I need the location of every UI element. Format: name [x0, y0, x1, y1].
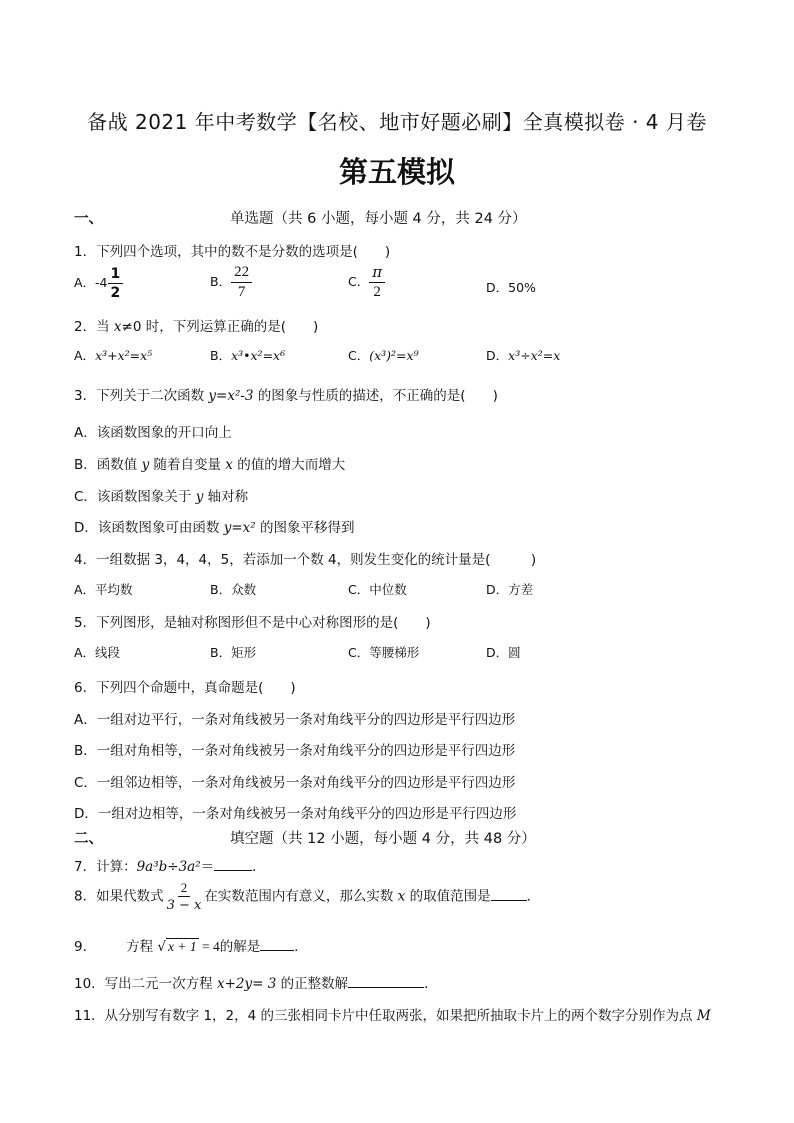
question-1-option-a — [74, 267, 123, 300]
question-3-option-a: A．该函数图象的开口向上 — [74, 425, 232, 441]
exam-subtitle: 第五模拟 — [338, 155, 455, 189]
fraction: $\frac{\pi}{2}$ — [369, 265, 385, 300]
option-c-label: C． — [348, 274, 370, 289]
question-3-option-b: B．函数值 y 随着自变量 x 的值的增大而增大 — [74, 457, 346, 473]
question-2-stem: 2．当 x≠0 时，下列运算正确的是( ) — [74, 319, 319, 335]
question-3-option-d: D．该函数图象可由函数 y=x² 的图象平移得到 — [74, 520, 355, 536]
section-1-number: 一、 — [74, 211, 103, 227]
answer-blank[interactable] — [491, 900, 527, 901]
answer-blank[interactable] — [214, 870, 252, 871]
question-8: 8．如果代数式 $\frac{2}{3 - x}$ 在实数范围内有意义，那么实数 x 的取值范围是 ． — [74, 880, 541, 913]
question-1-option-c — [348, 265, 385, 300]
option-b-label: B． — [210, 274, 232, 289]
question-6-option-d: D．一组对边相等，一条对角线被另一条对角线平分的四边形是平行四边形 — [74, 806, 517, 822]
question-4-option-d: D．方差 — [486, 582, 534, 597]
question-6-option-b: B．一组对角相等，一条对角线被另一条对角线平分的四边形是平行四边形 — [74, 743, 516, 759]
answer-blank[interactable] — [348, 987, 424, 988]
question-1-option-b — [210, 265, 252, 300]
question-4-stem: 4．一组数据 3，4，4，5，若添加一个数 4，则发生变化的统计量是( ) — [74, 552, 537, 568]
question-11: 11．从分别写有数字 1，2，4 的三张相同卡片中任取两张，如果把所抽取卡片上的两个数字分别作为点 M — [74, 1008, 711, 1024]
question-5-option-d: D．圆 — [486, 645, 521, 660]
question-2-option-c: C．(x³)²=x⁹ — [348, 348, 419, 363]
question-6-option-a: A．一组对边平行，一条对角线被另一条对角线平分的四边形是平行四边形 — [74, 712, 516, 728]
question-4-option-a: A．平均数 — [74, 582, 133, 597]
question-6-stem: 6．下列四个命题中，真命题是( ) — [74, 680, 296, 696]
question-7: 7．计算：9a³b÷3a²＝ ． — [74, 859, 266, 875]
question-2-option-d: D．x³÷x²=x — [486, 348, 561, 363]
fraction: $\frac{1}{2}$ — [108, 267, 124, 300]
question-1-stem: 1．下列四个选项，其中的数不是分数的选项是( ) — [74, 244, 391, 260]
question-5-option-b: B．矩形 — [210, 645, 257, 660]
question-5-stem: 5．下列图形，是轴对称图形但不是中心对称图形的是( ) — [74, 615, 431, 631]
question-2-option-b: B．x³•x²=x⁶ — [210, 348, 286, 363]
fraction: $\frac{22}{7}$ — [231, 265, 252, 300]
sqrt-icon: √ — [157, 939, 166, 955]
fraction: $\frac{2}{3 - x}$ — [166, 880, 202, 913]
question-9: 9． 方程 √ x + 1 = 4的解是 ． — [74, 939, 308, 955]
question-3-stem: 3．下列关于二次函数 y=x²-3 的图象与性质的描述，不正确的是( ) — [74, 388, 498, 404]
option-a-label: A．-4 — [74, 275, 108, 290]
question-6-option-c: C．一组邻边相等，一条对角线被另一条对角线平分的四边形是平行四边形 — [74, 775, 516, 791]
question-5-option-a: A．线段 — [74, 645, 121, 660]
answer-blank[interactable] — [260, 950, 294, 951]
question-2-option-a: A．x³+x²=x⁵ — [74, 348, 153, 363]
section-2-title: 填空题（共 12 小题，每小题 4 分，共 48 分） — [230, 831, 536, 847]
question-4-option-b: B．众数 — [210, 582, 257, 597]
question-3-option-c: C．该函数图象关于 y 轴对称 — [74, 489, 249, 505]
question-1-option-d: D．50% — [486, 280, 536, 295]
question-5-option-c: C．等腰梯形 — [348, 645, 420, 660]
question-4-option-c: C．中位数 — [348, 582, 407, 597]
section-2-number: 二、 — [74, 831, 103, 847]
section-1-title: 单选题（共 6 小题，每小题 4 分，共 24 分） — [230, 211, 527, 227]
question-10: 10．写出二元一次方程 x+2y= 3 的正整数解 ． — [74, 976, 438, 992]
exam-header-title: 备战 2021 年中考数学【名校、地市好题必刷】全真模拟卷 · 4 月卷 — [87, 110, 707, 134]
